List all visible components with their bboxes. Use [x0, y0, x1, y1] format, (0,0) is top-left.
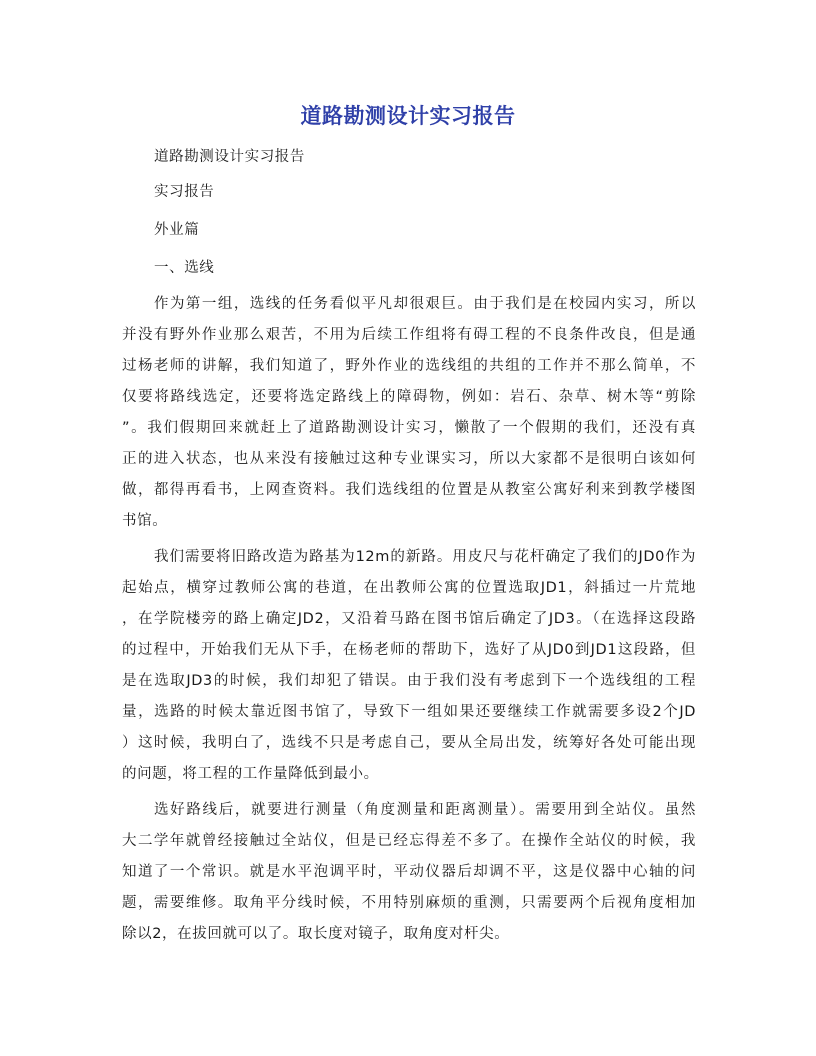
paragraph-3-line-3: 知道了一个常识。就是水平泡调平时，平动仪器后却调不平，这是仪器中心轴的问 — [122, 864, 696, 880]
paragraph-1-line-6: 正的进入状态，也从来没有接触过这种专业课实习，所以大家都不是很明白该如何 — [122, 451, 696, 467]
paragraph-2-line-3: ，在学院楼旁的路上确定JD2，又沿着马路在图书馆后确定了JD3。（在选择这段路 — [122, 611, 696, 627]
heading-report: 实习报告 — [154, 184, 215, 200]
paragraph-2-line-2: 起始点，横穿过教师公寓的巷道，在出教师公寓的位置选取JD1，斜插过一片荒地 — [122, 580, 696, 596]
subtitle-line: 道路勘测设计实习报告 — [154, 149, 305, 165]
paragraph-3-line-4: 题，需要维修。取角平分线时候，不用特别麻烦的重测，只需要两个后视角度相加 — [122, 895, 696, 911]
paragraph-3-line-1: 选好路线后，就要进行测量（角度测量和距离测量）。需要用到全站仪。虽然 — [154, 802, 696, 818]
paragraph-2-line-1: 我们需要将旧路改造为路基为12m的新路。用皮尺与花杆确定了我们的JD0作为 — [154, 549, 696, 565]
paragraph-1-line-3: 过杨老师的讲解，我们知道了，野外作业的选线组的共组的工作并不那么简单，不 — [122, 358, 696, 374]
paragraph-3-line-2: 大二学年就曾经接触过全站仪，但是已经忘得差不多了。在操作全站仪的时候，我 — [122, 833, 696, 849]
paragraph-1-line-2: 并没有野外作业那么艰苦，不用为后续工作组将有碍工程的不良条件改良，但是通 — [122, 327, 696, 343]
paragraph-1-line-8: 书馆。 — [122, 513, 168, 529]
paragraph-1-line-4: 仅要将路线选定，还要将选定路线上的障碍物，例如：岩石、杂草、树木等“剪除 — [122, 389, 696, 405]
heading-section: 外业篇 — [154, 222, 200, 238]
paragraph-2-line-7: ）这时候，我明白了，选线不只是考虑自己，要从全局出发，统筹好各处可能出现 — [122, 735, 696, 751]
paragraph-1-line-1: 作为第一组，选线的任务看似平凡却很艰巨。由于我们是在校园内实习，所以 — [154, 296, 696, 312]
paragraph-3-line-5: 除以2，在拔回就可以了。取长度对镜子，取角度对杆尖。 — [122, 926, 510, 942]
paragraph-2-line-8: 的问题，将工程的工作量降低到最小。 — [122, 766, 379, 782]
paragraph-1-line-7: 做，都得再看书，上网查资料。我们选线组的位置是从教室公寓好利来到教学楼图 — [122, 482, 696, 498]
paragraph-2-line-6: 量，选路的时候太靠近图书馆了，导致下一组如果还要继续工作就需要多设2个JD — [122, 704, 696, 720]
paragraph-2-line-4: 的过程中，开始我们无从下手，在杨老师的帮助下，选好了从JD0到JD1这段路，但 — [122, 642, 696, 658]
page-title: 道路勘测设计实习报告 — [300, 103, 516, 128]
paragraph-2-line-5: 是在选取JD3的时候，我们却犯了错误。由于我们没有考虑到下一个选线组的工程 — [122, 673, 696, 689]
heading-item: 一、选线 — [154, 260, 215, 276]
paragraph-1-line-5: ”。我们假期回来就赶上了道路勘测设计实习，懒散了一个假期的我们，还没有真 — [122, 420, 696, 436]
